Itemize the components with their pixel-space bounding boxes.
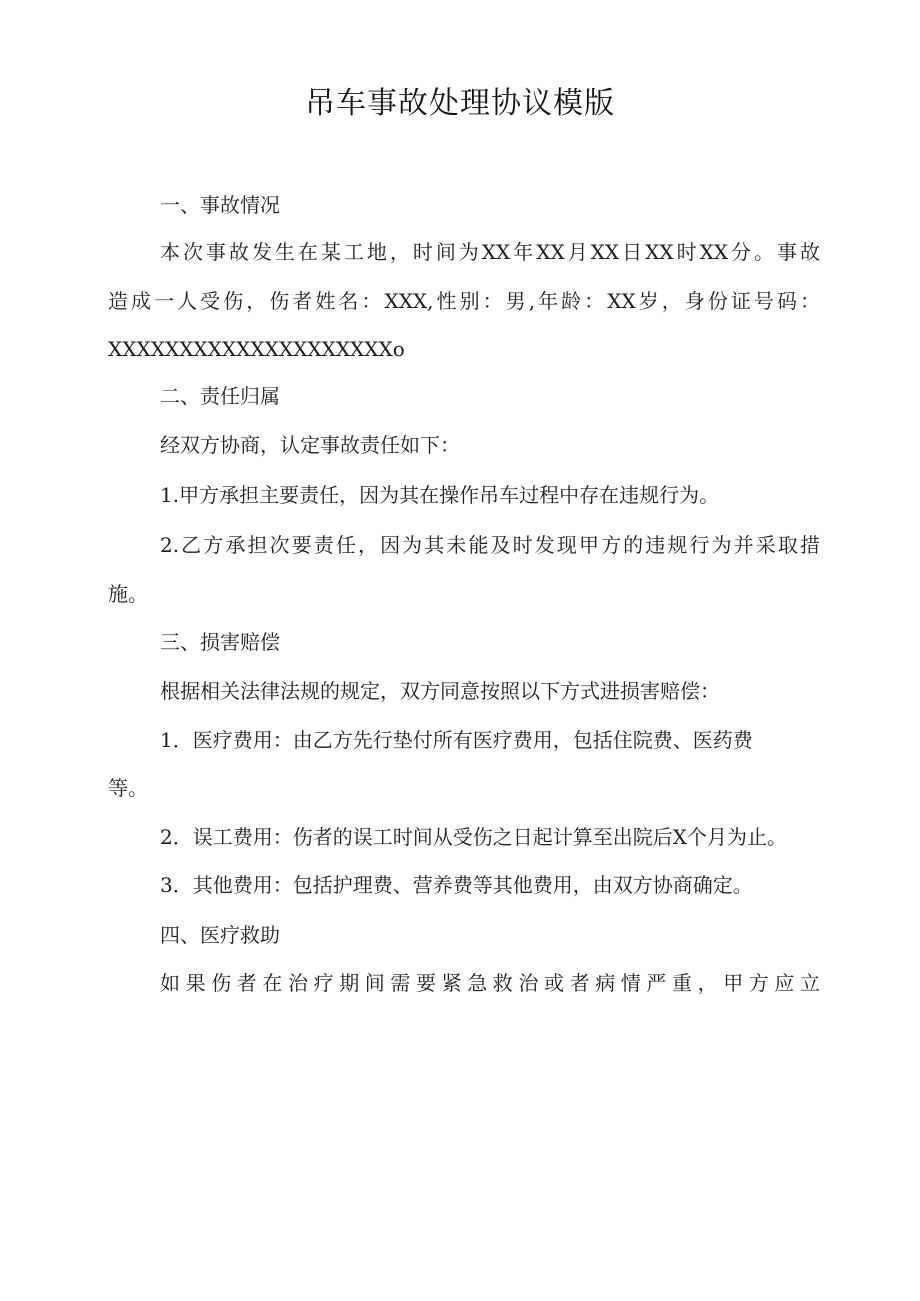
paragraph-line: 本次事故发生在某工地，时间为XX年XX月XX日XX时XX分。事故: [160, 240, 820, 264]
section-heading-medical-aid: 四、医疗救助: [160, 923, 280, 947]
paragraph-line: 施。: [108, 582, 148, 606]
section-heading-compensation: 三、损害赔偿: [160, 630, 280, 654]
list-item: 3．其他费用：包括护理费、营养费等其他费用，由双方协商确定。: [160, 873, 753, 897]
paragraph-line: 造成一人受伤，伤者姓名：XXX,性别：男,年龄：XX岁，身份证号码：: [108, 289, 820, 313]
list-item: 2．误工费用：伤者的误工时间从受伤之日起计算至出院后X个月为止。: [160, 825, 787, 849]
document-title: 吊车事故处理协议模版: [305, 86, 615, 121]
list-item: 1．医疗费用：由乙方先行垫付所有医疗费用，包括住院费、医药费: [160, 728, 753, 752]
section-heading-liability: 二、责任归属: [160, 384, 280, 408]
section-heading-accident: 一、事故情况: [160, 193, 280, 217]
list-item: 2.乙方承担次要责任，因为其未能及时发现甲方的违规行为并采取措: [160, 533, 820, 557]
paragraph-line: 根据相关法律法规的规定，双方同意按照以下方式进损害赔偿：: [160, 679, 720, 703]
paragraph-line: XXXXXXXXXXXXXXXXXXXXo: [108, 337, 405, 361]
list-item: 1.甲方承担主要责任，因为其在操作吊车过程中存在违规行为。: [160, 483, 720, 507]
paragraph-line: 经双方协商，认定事故责任如下：: [160, 433, 460, 457]
paragraph-line: 如果伤者在治疗期间需要紧急救治或者病情严重，甲方应立: [160, 971, 820, 995]
paragraph-line: 等。: [108, 776, 148, 800]
